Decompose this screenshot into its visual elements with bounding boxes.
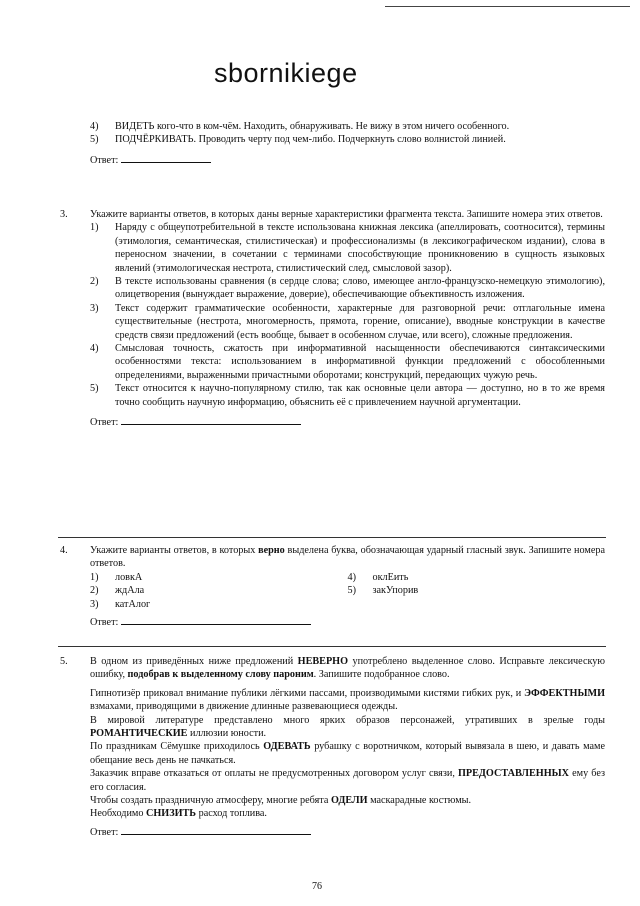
task-4-answer [90, 615, 605, 629]
task-4-options [90, 571, 605, 611]
answer-line[interactable] [121, 415, 301, 425]
answer-line[interactable] [121, 825, 311, 835]
task-3-answer [90, 415, 605, 429]
task-3-option-2: 2) В тексте использованы сравнения (в сердце слова; слово, имеющее англо-французско-немецкую этимологию), олицетворения (вынуждает выражение, доверие), обеспечивающие объективность изложения. [90, 276, 605, 301]
task-5-sentence-6: Необходимо СНИЗИТЬ расход топлива. [90, 808, 267, 820]
task-5-sentence-2: В мировой литературе представлено много ярких образов персонажей, утративших в зрелые годы РОМАНТИЧЕСКИЕ иллюзии юности. [90, 714, 605, 740]
answer-label: Ответ: [90, 417, 119, 429]
task-5-question: В одном из приведённых ниже предложений НЕВЕРНО употреблено выделенное слово. Исправьте лексическую ошибку, подобрав к выделенному слову пароним. Запишите подобранное слово. [90, 656, 605, 681]
task-5-sentence-1: Гипнотизёр приковал внимание публики лёгкими пассами, производимыми кистями гибких рук, и ЭФФЕКТНЫМИ взмахами, приводящими в движение длинные развевающиеся одежды. [90, 687, 605, 713]
answer-label: Ответ: [90, 826, 119, 838]
task-5-sentence-5: Чтобы создать праздничную атмосферу, многие ребята ОДЕЛИ маскарадные костюмы. [90, 795, 472, 807]
task-number: 3. [60, 209, 68, 220]
task-4-option-2: 2) ждАла [90, 585, 145, 597]
task-4-option-4: 4) оклЕить [347, 571, 409, 583]
task-2-option-5: 5) ПОДЧЁРКИВАТЬ. Проводить черту под чем-либо. Подчеркнуть слово волнистой линией. [90, 134, 506, 146]
task-3-option-5: 5) Текст относится к научно-популярному стилю, так как основные цели автора — доступно, но в то же время точно сообщить научную информацию, объяснить её с привлечением научной аргументации. [90, 383, 605, 408]
task-3-question: Укажите варианты ответов, в которых даны верные характеристики фрагмента текста. Запишите номера этих ответов. [90, 209, 603, 220]
task-5-answer [90, 825, 605, 839]
task-2-option-4: 4) ВИДЕТЬ кого-что в ком-чём. Находить, обнаруживать. Не вижу в этом ничего особенного. [90, 121, 510, 132]
task-3-option-4: 4) Смысловая точность, сжатость при информативной насыщенности обеспечиваются синтаксическими особенностями текста: использованием в информативной функции предложений с обособленными определениями, выраженными причастными оборотами; конструкций, передающих чужую речь. [90, 343, 605, 381]
answer-label: Ответ: [90, 617, 119, 629]
task-4-option-5: 5) закУпорив [347, 585, 419, 597]
page-number: 76 [312, 881, 322, 892]
task-4-option-1: 1) ловкА [90, 571, 143, 583]
task-3-option-1: 1) Наряду с общеупотребительной в тексте использована книжная лексика (апеллировать, соотносится), термины (этимология, семантическая, стилистическая) и профессионализмы (в лексикографическом издании), слова в переносном значении, в сочетании с терминами способствующие проникновению в сущность языковых явлений (этимологическая нестрота, стилистический след, смысловой зазор). [90, 222, 605, 274]
task-5-sentence-3: По праздникам Сёмушке приходилось ОДЕВАТЬ рубашку с воротничком, который вывязала в шею, и давать маме обещание весь день не пачкаться. [90, 741, 605, 766]
section-divider [58, 537, 606, 538]
watermark-logo: sbornikiege [214, 58, 358, 88]
task-4-option-3: 3) катАлог [90, 598, 151, 610]
task-number: 5. [60, 656, 68, 667]
answer-label: Ответ: [90, 154, 119, 166]
answer-line[interactable] [121, 615, 311, 625]
task-4-question: Укажите варианты ответов, в которых верно выделена буква, обозначающая ударный гласный звук. Запишите номера ответов. [90, 545, 605, 570]
top-rule [385, 6, 630, 7]
answer-line[interactable] [121, 153, 211, 163]
task-3-option-3: 3) Текст содержит грамматические особенности, характерные для разговорной речи: отглагольные имена существительные (нестрота, многомерность, прямота, горение, описание), вводные конструкции в качестве средств связи предложений (есть вообще, бывает в особенном случае, или всего), сложные предложения. [90, 302, 605, 341]
section-divider [58, 646, 606, 647]
task-2-answer [90, 153, 605, 167]
task-number: 4. [60, 545, 68, 556]
task-5-sentence-4: Заказчик вправе отказаться от оплаты не предусмотренных договором услуг связи, ПРЕДОСТАВЛЕННЫХ ему без его согласия. [90, 768, 605, 793]
